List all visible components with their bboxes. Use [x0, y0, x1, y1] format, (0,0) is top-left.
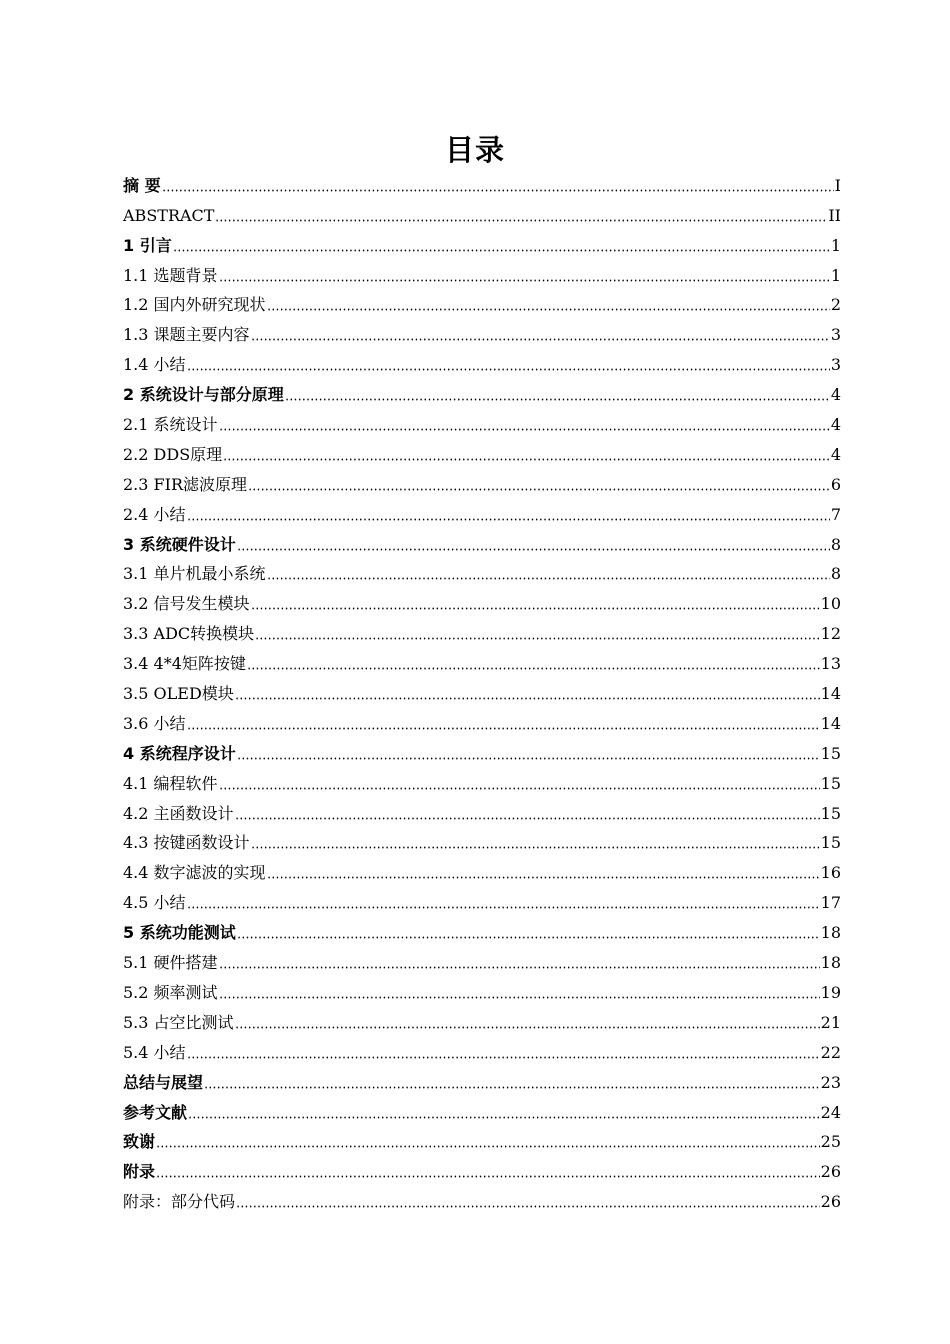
toc-entry-page: 13	[820, 654, 841, 674]
toc-entry-abstract-cn[interactable]	[123, 166, 841, 196]
toc-entry-abstract-en[interactable]	[123, 196, 841, 226]
toc-entry-page: II	[828, 205, 841, 225]
toc-entry-label: 1 引言	[123, 235, 172, 255]
toc-entry-label: 附录：部分代码	[123, 1192, 236, 1212]
toc-entry-page: 18	[820, 923, 841, 943]
toc-entry-label: 4.5 小结	[123, 893, 186, 913]
dot-leader	[237, 548, 830, 551]
toc-entry-label: 3.1 单片机最小系统	[123, 564, 266, 584]
toc-entry-page: 12	[820, 624, 841, 644]
toc-entry-2-3[interactable]	[123, 465, 841, 495]
toc-entry-1-1[interactable]	[123, 256, 841, 286]
toc-entry-label: 4.4 数字滤波的实现	[123, 863, 266, 883]
toc-entry-2-1[interactable]	[123, 405, 841, 435]
toc-entry-references[interactable]	[123, 1093, 841, 1123]
dot-leader	[285, 398, 830, 401]
toc-entry-page: 21	[820, 1012, 841, 1032]
toc-entry-1-4[interactable]	[123, 345, 841, 375]
toc-entry-page: 10	[820, 594, 841, 614]
toc-entry-page: 14	[820, 684, 841, 704]
page-title: 目录	[444, 133, 505, 167]
dot-leader	[247, 667, 820, 670]
toc-entry-page: 8	[830, 564, 841, 584]
dot-leader	[188, 1116, 820, 1119]
dot-leader	[219, 428, 830, 431]
toc-entry-label: 3.2 信号发生模块	[123, 594, 250, 614]
toc-entry-4-2[interactable]	[123, 794, 841, 824]
toc-entry-label: 参考文献	[123, 1102, 188, 1122]
dot-leader	[219, 966, 820, 969]
toc-entry-2-4[interactable]	[123, 495, 841, 525]
dot-leader	[237, 757, 820, 760]
toc-entry-3-2[interactable]	[123, 584, 841, 614]
toc-entry-page: 23	[820, 1072, 841, 1092]
dot-leader	[187, 1056, 820, 1059]
toc-entry-1-3[interactable]	[123, 315, 841, 345]
toc-entry-page: 15	[820, 743, 841, 763]
toc-entry-label: 3.4 4*4矩阵按键	[123, 654, 246, 674]
toc-entry-label: 5.1 硬件搭建	[123, 953, 218, 973]
dot-leader	[219, 996, 820, 999]
toc-entry-page: 26	[820, 1162, 841, 1182]
toc-entry-5-3[interactable]	[123, 1003, 841, 1033]
toc-entry-label: 致谢	[123, 1132, 156, 1152]
toc-entry-label: 4.3 按键函数设计	[123, 833, 250, 853]
toc-entry-4-5[interactable]	[123, 883, 841, 913]
dot-leader	[156, 1175, 820, 1178]
dot-leader	[187, 368, 830, 371]
table-of-contents	[123, 166, 841, 1212]
dot-leader	[204, 1086, 820, 1089]
toc-entry-5-4[interactable]	[123, 1033, 841, 1063]
dot-leader	[235, 817, 820, 820]
toc-entry-label: 4 系统程序设计	[123, 743, 236, 763]
toc-entry-page: 25	[820, 1132, 841, 1152]
toc-entry-label: 1.2 国内外研究现状	[123, 295, 266, 315]
toc-entry-page: I	[834, 175, 841, 195]
toc-entry-label: 5.4 小结	[123, 1042, 186, 1062]
toc-entry-label: 5.3 占空比测试	[123, 1012, 234, 1032]
toc-entry-3-5[interactable]	[123, 674, 841, 704]
toc-entry-label: 摘 要	[123, 175, 161, 195]
dot-leader	[251, 338, 830, 341]
dot-leader	[219, 787, 820, 790]
toc-entry-label: ABSTRACT	[123, 205, 215, 225]
dot-leader	[215, 219, 827, 222]
toc-entry-page: 15	[820, 833, 841, 853]
toc-entry-page: 4	[830, 385, 841, 405]
dot-leader	[219, 279, 830, 282]
toc-entry-page: 7	[830, 504, 841, 524]
toc-entry-page: 3	[830, 325, 841, 345]
toc-entry-page: 18	[820, 953, 841, 973]
dot-leader	[235, 1026, 820, 1029]
toc-entry-chapter-4[interactable]	[123, 734, 841, 764]
toc-entry-appendix-code[interactable]	[123, 1182, 841, 1212]
toc-entry-page: 19	[820, 982, 841, 1002]
toc-entry-label: 2.3 FIR滤波原理	[123, 474, 248, 494]
toc-entry-chapter-2[interactable]	[123, 375, 841, 405]
toc-entry-label: 5 系统功能测试	[123, 923, 236, 943]
toc-entry-3-1[interactable]	[123, 555, 841, 585]
toc-entry-2-2[interactable]	[123, 435, 841, 465]
toc-entry-page: 24	[820, 1102, 841, 1122]
toc-entry-label: 总结与展望	[123, 1072, 204, 1092]
dot-leader	[236, 1205, 820, 1208]
toc-entry-page: 22	[820, 1042, 841, 1062]
toc-entry-page: 1	[830, 235, 841, 255]
dot-leader	[237, 936, 820, 939]
dot-leader	[187, 727, 820, 730]
dot-leader	[187, 906, 820, 909]
toc-entry-label: 1.4 小结	[123, 355, 186, 375]
dot-leader	[223, 458, 830, 461]
toc-entry-5-1[interactable]	[123, 943, 841, 973]
toc-entry-label: 5.2 频率测试	[123, 982, 218, 1002]
toc-entry-page: 4	[830, 444, 841, 464]
dot-leader	[267, 308, 830, 311]
dot-leader	[267, 577, 830, 580]
toc-entry-label: 2 系统设计与部分原理	[123, 385, 284, 405]
toc-entry-label: 1.1 选题背景	[123, 265, 218, 285]
toc-entry-appendix[interactable]	[123, 1152, 841, 1182]
dot-leader	[267, 876, 820, 879]
toc-entry-5-2[interactable]	[123, 973, 841, 1003]
toc-entry-summary[interactable]	[123, 1063, 841, 1093]
toc-entry-page: 3	[830, 355, 841, 375]
dot-leader	[156, 1145, 820, 1148]
toc-entry-label: 3.6 小结	[123, 713, 186, 733]
dot-leader	[173, 249, 830, 252]
toc-entry-4-3[interactable]	[123, 824, 841, 854]
dot-leader	[251, 607, 820, 610]
toc-entry-chapter-1[interactable]	[123, 226, 841, 256]
dot-leader	[235, 697, 820, 700]
dot-leader	[162, 189, 834, 192]
toc-entry-page: 2	[830, 295, 841, 315]
toc-entry-3-4[interactable]	[123, 644, 841, 674]
toc-entry-acknowledgements[interactable]	[123, 1123, 841, 1153]
toc-entry-label: 3.5 OLED模块	[123, 684, 234, 704]
toc-entry-label: 2.4 小结	[123, 504, 186, 524]
dot-leader	[255, 637, 819, 640]
toc-entry-page: 1	[830, 265, 841, 285]
toc-entry-4-4[interactable]	[123, 853, 841, 883]
dot-leader	[251, 846, 820, 849]
toc-entry-label: 附录	[123, 1162, 156, 1182]
toc-entry-chapter-5[interactable]	[123, 913, 841, 943]
toc-entry-page: 15	[820, 773, 841, 793]
toc-entry-label: 2.1 系统设计	[123, 415, 218, 435]
toc-entry-page: 6	[830, 474, 841, 494]
toc-entry-label: 4.1 编程软件	[123, 773, 218, 793]
toc-entry-1-2[interactable]	[123, 286, 841, 316]
toc-entry-label: 3.3 ADC转换模块	[123, 624, 255, 644]
toc-entry-page: 17	[820, 893, 841, 913]
toc-entry-label: 2.2 DDS原理	[123, 444, 223, 464]
toc-entry-page: 14	[820, 713, 841, 733]
dot-leader	[248, 488, 830, 491]
toc-entry-3-6[interactable]	[123, 704, 841, 734]
toc-entry-page: 16	[820, 863, 841, 883]
toc-entry-3-3[interactable]	[123, 614, 841, 644]
toc-entry-chapter-3[interactable]	[123, 525, 841, 555]
dot-leader	[187, 518, 830, 521]
toc-entry-page: 26	[820, 1192, 841, 1212]
toc-entry-page: 4	[830, 415, 841, 435]
toc-entry-page: 8	[830, 534, 841, 554]
toc-entry-4-1[interactable]	[123, 764, 841, 794]
toc-entry-label: 1.3 课题主要内容	[123, 325, 250, 345]
toc-entry-label: 3 系统硬件设计	[123, 534, 236, 554]
toc-entry-label: 4.2 主函数设计	[123, 803, 234, 823]
toc-entry-page: 15	[820, 803, 841, 823]
